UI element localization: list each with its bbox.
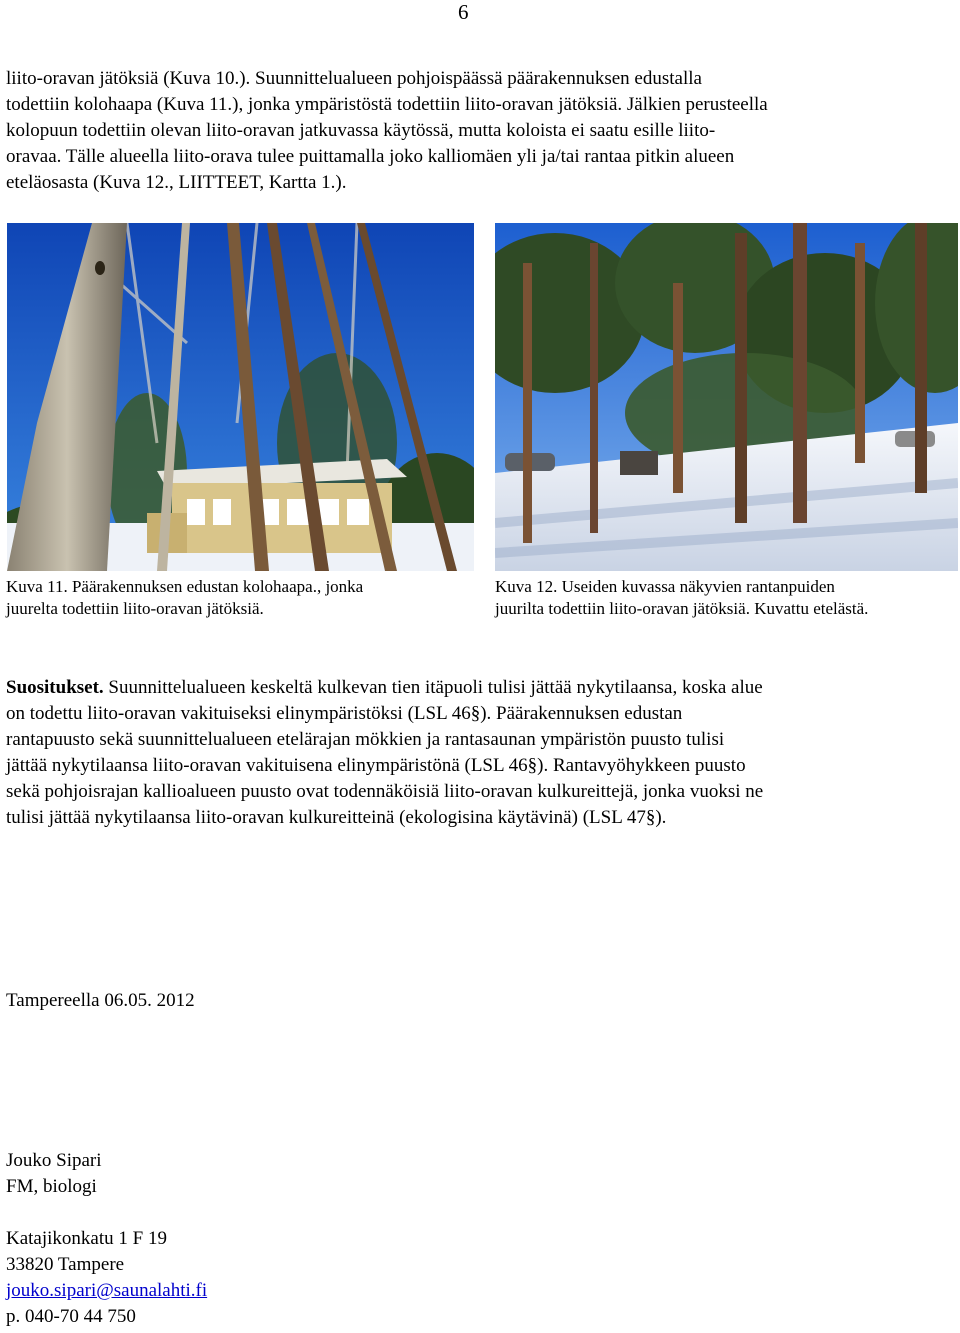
place-date: Tampereella 06.05. 2012: [6, 990, 195, 1011]
recommendations-line-1-text: Suunnittelualueen keskeltä kulkevan tien itäpuoli tulisi jättää nykytilaansa, koska alue: [103, 677, 763, 698]
figure-11-caption-line-1: Kuva 11. Päärakennuksen edustan kolohaapa., jonka: [6, 577, 364, 596]
email-line: [6, 1278, 207, 1304]
signature-name: Jouko Sipari: [6, 1150, 102, 1171]
address-street: Katajikonkatu 1 F 19: [6, 1228, 167, 1249]
recommendations-line-4: jättää nykytilaansa liito-oravan vakituisena elinympäristönä (LSL 46§). Rantavyöhykkeen puusto: [6, 755, 746, 776]
photo-kolohaapa: [7, 223, 474, 571]
recommendations-line-5: sekä pohjoisrajan kallioalueen puusto ovat todennäköisiä liito-oravan kulkureittejä, jonka vuoksi ne: [6, 781, 764, 802]
recommendations-line-1: [6, 675, 763, 701]
figure-12-caption-line-2: juurilta todettiin liito-oravan jätöksiä. Kuvattu etelästä.: [495, 599, 869, 618]
email-link[interactable]: jouko.sipari@saunalahti.fi: [6, 1280, 208, 1301]
phone-number: p. 040-70 44 750: [6, 1306, 136, 1327]
figure-12-caption-line-1: Kuva 12. Useiden kuvassa näkyvien rantanpuiden: [495, 577, 835, 596]
intro-line-2: todettiin kolohaapa (Kuva 11.), jonka ympäristöstä todettiin liito-oravan jätöksiä. Jälkien perusteella: [6, 94, 768, 115]
recommendations-line-2: on todettu liito-oravan vakituiseksi elinympäristöksi (LSL 46§). Päärakennuksen edustan: [6, 703, 683, 724]
figure-11-caption-line-2: juurelta todettiin liito-oravan jätöksiä.: [6, 599, 264, 618]
page-number: 6: [458, 0, 469, 24]
recommendations-heading: Suositukset.: [6, 677, 104, 698]
photo-kolohaapa-image: [7, 223, 474, 571]
recommendations-line-3: rantapuusto sekä suunnittelualueen etelärajan mökkien ja rantasaunan ympäristön puusto tulisi: [6, 729, 725, 750]
recommendations-line-6: tulisi jättää nykytilaansa liito-oravan kulkureitteinä (ekologisina käytävinä) (LSL 47§).: [6, 807, 667, 828]
intro-line-1: liito-oravan jätöksiä (Kuva 10.). Suunnittelualueen pohjoispäässä päärakennuksen edustalla: [6, 68, 702, 89]
intro-line-3: kolopuun todettiin olevan liito-oravan jatkuvassa käytössä, mutta koloista ei saatu esille liito-: [6, 120, 716, 141]
intro-line-5: eteläosasta (Kuva 12., LIITTEET, Kartta 1.).: [6, 172, 347, 193]
intro-line-4: oravaa. Tälle alueella liito-orava tulee puittamalla joko kalliomäen yli ja/tai rantaa pitkin alueen: [6, 146, 735, 167]
photo-rantapuut-image: [495, 223, 958, 571]
signature-title: FM, biologi: [6, 1176, 97, 1197]
address-city: 33820 Tampere: [6, 1254, 125, 1275]
photo-rantapuut: [495, 223, 958, 571]
